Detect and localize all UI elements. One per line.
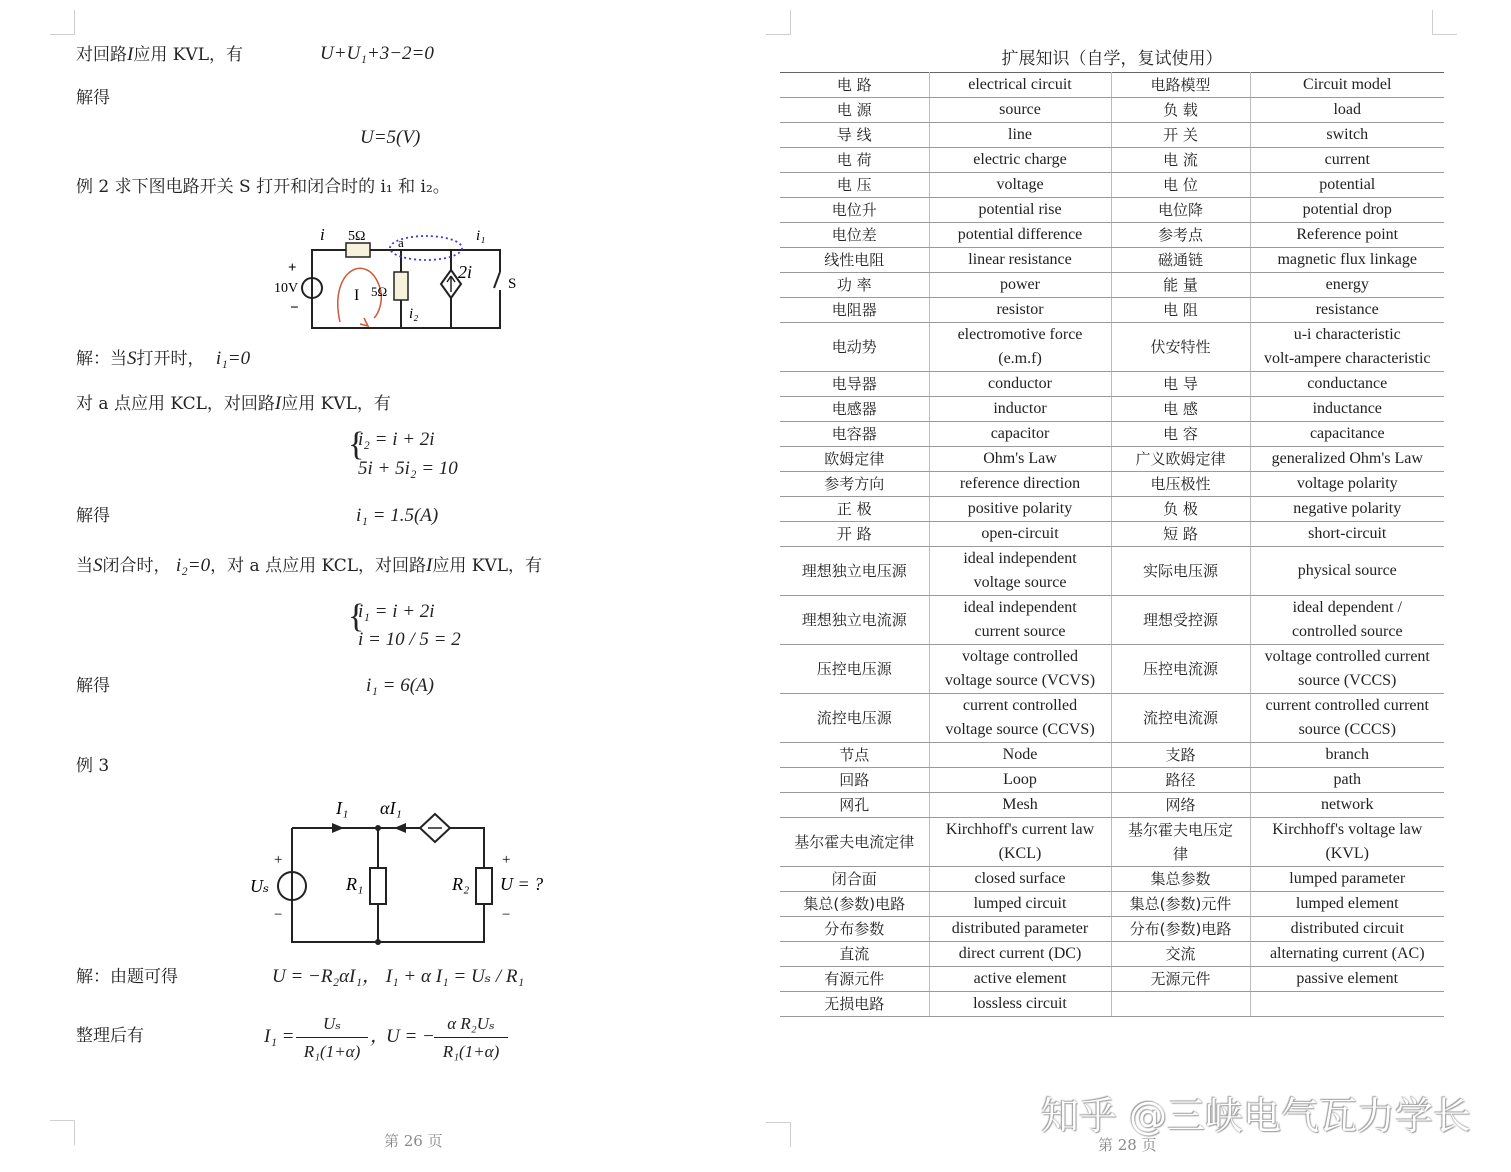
system2-eq2: i = 10 / 5 = 2 xyxy=(358,629,461,650)
final-i1-denominator: R₁(1+α) xyxy=(303,1042,361,1061)
equation-i1-closed: i₁ = 6(A) xyxy=(366,675,434,696)
term-chinese: 电 阻 xyxy=(1111,298,1250,323)
term-chinese: 正 极 xyxy=(780,497,929,522)
table-row xyxy=(780,793,1444,818)
term-english: potential difference xyxy=(929,223,1111,248)
term-chinese: 电 压 xyxy=(780,173,929,198)
equation-kvl: U+U₁+3−2=0 xyxy=(320,43,434,64)
crop-mark xyxy=(50,10,75,35)
term-english: magnetic flux linkage xyxy=(1250,248,1444,273)
term-chinese: 广义欧姆定律 xyxy=(1111,447,1250,472)
label-plus: + xyxy=(288,260,297,276)
term-english: closed surface xyxy=(929,867,1111,892)
page-number-28: 第 28 页 xyxy=(1098,1136,1157,1154)
circuit-diagram-2 xyxy=(244,792,554,952)
final-u-lhs: U = − xyxy=(386,1026,435,1047)
left-page xyxy=(0,0,755,1172)
table-row xyxy=(780,298,1444,323)
term-english: lossless circuit xyxy=(929,992,1111,1017)
solution-3-equations: U = −R₂αI₁， I₁ + α I₁ = Uₛ / R₁ xyxy=(272,966,525,987)
table-row xyxy=(780,422,1444,447)
table-row xyxy=(780,323,1444,372)
solution-3-label: 解：由题可得 xyxy=(76,967,178,987)
term-chinese: 电 容 xyxy=(1111,422,1250,447)
term-english: lumped parameter xyxy=(1250,867,1444,892)
page-number-26: 第 26 页 xyxy=(384,1132,443,1150)
term-english: Circuit model xyxy=(1250,73,1444,98)
term-chinese: 电 位 xyxy=(1111,173,1250,198)
term-english: direct current (DC) xyxy=(929,942,1111,967)
term-english: u-i characteristic volt-ampere characteristic xyxy=(1250,323,1444,372)
term-english: source xyxy=(929,98,1111,123)
term-chinese: 功 率 xyxy=(780,273,929,298)
final-label: 整理后有 xyxy=(76,1026,144,1046)
final-separator: ， xyxy=(370,1026,390,1047)
crop-mark xyxy=(50,1120,75,1145)
resistor-5ohm-middle xyxy=(394,272,408,300)
term-english: lumped element xyxy=(1250,892,1444,917)
crop-mark xyxy=(766,1122,791,1147)
term-chinese: 开 路 xyxy=(780,522,929,547)
term-chinese: 导 线 xyxy=(780,123,929,148)
term-chinese: 参考点 xyxy=(1111,223,1250,248)
term-chinese: 电位差 xyxy=(780,223,929,248)
label-r1-text: R₁ xyxy=(346,874,364,894)
final-u-denominator: R₁(1+α) xyxy=(442,1042,500,1061)
term-english: Node xyxy=(929,743,1111,768)
label-r2: 5Ω xyxy=(371,284,388,299)
label-alpha-I1: αI₁ xyxy=(380,798,402,818)
term-english: capacitor xyxy=(929,422,1111,447)
term-english: reference direction xyxy=(929,472,1111,497)
term-chinese: 无损电路 xyxy=(780,992,929,1017)
term-english: power xyxy=(929,273,1111,298)
glossary-table xyxy=(780,72,1444,1017)
label-10v: 10V xyxy=(274,281,299,296)
term-english: open-circuit xyxy=(929,522,1111,547)
term-english: voltage xyxy=(929,173,1111,198)
term-chinese: 回路 xyxy=(780,768,929,793)
label-r1: 5Ω xyxy=(348,229,366,244)
label-plus-u: + xyxy=(502,852,511,868)
term-chinese: 路径 xyxy=(1111,768,1250,793)
final-u-numerator: α R₂Uₛ xyxy=(447,1014,495,1033)
final-i1-numerator: Uₛ xyxy=(322,1014,341,1033)
term-english: load xyxy=(1250,98,1444,123)
term-english: current controlled voltage source (CCVS) xyxy=(929,694,1111,743)
term-chinese xyxy=(1111,992,1250,1017)
term-english: conductor xyxy=(929,372,1111,397)
table-row xyxy=(780,447,1444,472)
table-row xyxy=(780,596,1444,645)
label-i: i xyxy=(320,225,325,244)
term-chinese: 电容器 xyxy=(780,422,929,447)
term-chinese: 支路 xyxy=(1111,743,1250,768)
table-row xyxy=(780,547,1444,596)
term-chinese: 能 量 xyxy=(1111,273,1250,298)
label-minus-u: − xyxy=(502,907,511,923)
term-chinese: 交流 xyxy=(1111,942,1250,967)
table-row xyxy=(780,743,1444,768)
term-english: Mesh xyxy=(929,793,1111,818)
term-chinese: 负 载 xyxy=(1111,98,1250,123)
term-english: Kirchhoff's current law (KCL) xyxy=(929,818,1111,867)
equation-result-u: U=5(V) xyxy=(360,127,421,148)
term-chinese: 伏安特性 xyxy=(1111,323,1250,372)
term-chinese: 电 源 xyxy=(780,98,929,123)
term-chinese: 基尔霍夫电流定律 xyxy=(780,818,929,867)
example-3-heading: 例 3 xyxy=(76,756,110,776)
table-row xyxy=(780,867,1444,892)
term-english: ideal dependent / controlled source xyxy=(1250,596,1444,645)
label-node-a: a xyxy=(398,235,404,250)
term-english: network xyxy=(1250,793,1444,818)
table-row xyxy=(780,892,1444,917)
term-english: Reference point xyxy=(1250,223,1444,248)
label-2i: 2i xyxy=(458,262,473,282)
table-row xyxy=(780,273,1444,298)
term-english: alternating current (AC) xyxy=(1250,942,1444,967)
term-chinese: 电感器 xyxy=(780,397,929,422)
term-english: Ohm's Law xyxy=(929,447,1111,472)
term-english: distributed circuit xyxy=(1250,917,1444,942)
fraction-bar-2 xyxy=(434,1037,508,1038)
term-english: electrical circuit xyxy=(929,73,1111,98)
label-r2-text: R₂ xyxy=(452,874,470,894)
table-row xyxy=(780,397,1444,422)
arrow-i1 xyxy=(332,823,344,833)
term-chinese: 闭合面 xyxy=(780,867,929,892)
term-chinese: 电位升 xyxy=(780,198,929,223)
solution-open-switch: 解：当S打开时， i₁=0 xyxy=(76,348,251,369)
label-minus: − xyxy=(290,300,299,316)
resistor-r2 xyxy=(476,868,492,904)
term-chinese: 线性电阻 xyxy=(780,248,929,273)
fraction-bar-1 xyxy=(296,1037,368,1038)
arrow-alpha-i1 xyxy=(394,823,406,833)
term-chinese: 电 路 xyxy=(780,73,929,98)
label-i2: i₂ xyxy=(409,306,419,322)
resistor-5ohm-top xyxy=(346,243,370,257)
term-chinese: 网孔 xyxy=(780,793,929,818)
term-english: positive polarity xyxy=(929,497,1111,522)
term-english: voltage controlled voltage source (VCVS) xyxy=(929,645,1111,694)
solve-label-2: 解得 xyxy=(76,506,110,526)
term-chinese: 基尔霍夫电压定 律 xyxy=(1111,818,1250,867)
term-chinese: 电 荷 xyxy=(780,148,929,173)
term-english: current controlled current source (CCCS) xyxy=(1250,694,1444,743)
term-chinese: 负 极 xyxy=(1111,497,1250,522)
example-2-heading: 例 2 求下图电路开关 S 打开和闭合时的 i₁ 和 i₂。 xyxy=(76,177,450,197)
final-i1-lhs: I₁ = xyxy=(264,1026,295,1047)
term-chinese: 流控电压源 xyxy=(780,694,929,743)
crop-mark xyxy=(1432,10,1457,35)
term-chinese: 电路模型 xyxy=(1111,73,1250,98)
term-chinese: 流控电流源 xyxy=(1111,694,1250,743)
solve-label-3: 解得 xyxy=(76,676,110,696)
table-row xyxy=(780,73,1444,98)
term-english: energy xyxy=(1250,273,1444,298)
equation-i1-open: i₁ = 1.5(A) xyxy=(356,505,439,526)
solve-label: 解得 xyxy=(76,88,110,108)
term-chinese: 直流 xyxy=(780,942,929,967)
term-chinese: 欧姆定律 xyxy=(780,447,929,472)
term-chinese: 电 流 xyxy=(1111,148,1250,173)
table-row xyxy=(780,645,1444,694)
term-english: path xyxy=(1250,768,1444,793)
table-row xyxy=(780,768,1444,793)
brace-2: { xyxy=(348,598,365,635)
term-english: generalized Ohm's Law xyxy=(1250,447,1444,472)
term-english: voltage polarity xyxy=(1250,472,1444,497)
term-english: Kirchhoff's voltage law (KVL) xyxy=(1250,818,1444,867)
table-row xyxy=(780,223,1444,248)
term-english: line xyxy=(929,123,1111,148)
term-chinese: 理想受控源 xyxy=(1111,596,1250,645)
term-chinese: 有源元件 xyxy=(780,967,929,992)
term-english: ideal independent current source xyxy=(929,596,1111,645)
term-chinese: 理想独立电流源 xyxy=(780,596,929,645)
term-chinese: 压控电压源 xyxy=(780,645,929,694)
term-chinese: 分布参数 xyxy=(780,917,929,942)
table-row xyxy=(780,818,1444,867)
circuit-diagram-1 xyxy=(268,220,530,340)
table-row xyxy=(780,942,1444,967)
right-page xyxy=(756,0,1511,1172)
term-english: voltage controlled current source (VCCS) xyxy=(1250,645,1444,694)
term-chinese: 节点 xyxy=(780,743,929,768)
table-row xyxy=(780,98,1444,123)
table-row xyxy=(780,198,1444,223)
term-chinese: 集总(参数)元件 xyxy=(1111,892,1250,917)
label-plus-us: + xyxy=(274,852,283,868)
term-english: distributed parameter xyxy=(929,917,1111,942)
table-row xyxy=(780,992,1444,1017)
system1-eq1: i₂ = i + 2i xyxy=(358,429,435,450)
term-chinese: 电阻器 xyxy=(780,298,929,323)
term-english: potential drop xyxy=(1250,198,1444,223)
term-english: inductor xyxy=(929,397,1111,422)
term-english: current xyxy=(1250,148,1444,173)
term-english: active element xyxy=(929,967,1111,992)
table-row xyxy=(780,148,1444,173)
system1-eq2: 5i + 5i₂ = 10 xyxy=(358,458,458,479)
term-english: resistance xyxy=(1250,298,1444,323)
term-english: electromotive force (e.m.f) xyxy=(929,323,1111,372)
table-row xyxy=(780,522,1444,547)
watermark: 知乎 @三峡电气瓦力学长 xyxy=(1040,1094,1471,1138)
resistor-r1 xyxy=(370,868,386,904)
term-chinese: 磁通链 xyxy=(1111,248,1250,273)
term-chinese: 开 关 xyxy=(1111,123,1250,148)
table-row xyxy=(780,173,1444,198)
term-chinese: 压控电流源 xyxy=(1111,645,1250,694)
table-row xyxy=(780,497,1444,522)
label-I1: I₁ xyxy=(336,798,349,818)
label-us: Uₛ xyxy=(250,876,270,896)
term-english: negative polarity xyxy=(1250,497,1444,522)
term-chinese: 参考方向 xyxy=(780,472,929,497)
term-chinese: 理想独立电压源 xyxy=(780,547,929,596)
system2-eq1: i₁ = i + 2i xyxy=(358,601,435,622)
term-english: electric charge xyxy=(929,148,1111,173)
table-row xyxy=(780,123,1444,148)
term-chinese: 集总参数 xyxy=(1111,867,1250,892)
term-chinese: 无源元件 xyxy=(1111,967,1250,992)
table-row xyxy=(780,472,1444,497)
term-english: potential rise xyxy=(929,198,1111,223)
term-chinese: 网络 xyxy=(1111,793,1250,818)
term-chinese: 短 路 xyxy=(1111,522,1250,547)
term-chinese: 电位降 xyxy=(1111,198,1250,223)
term-english: short-circuit xyxy=(1250,522,1444,547)
crop-mark xyxy=(766,10,791,35)
term-english: lumped circuit xyxy=(929,892,1111,917)
term-chinese: 电压极性 xyxy=(1111,472,1250,497)
term-english: passive element xyxy=(1250,967,1444,992)
term-english: ideal independent voltage source xyxy=(929,547,1111,596)
label-switch-s: S xyxy=(508,276,517,292)
term-chinese: 电导器 xyxy=(780,372,929,397)
table-row xyxy=(780,694,1444,743)
term-english: switch xyxy=(1250,123,1444,148)
term-chinese: 电 感 xyxy=(1111,397,1250,422)
term-chinese: 电 导 xyxy=(1111,372,1250,397)
closed-switch-statement: 当S闭合时， i₂=0，对 a 点应用 KCL，对回路I应用 KVL，有 xyxy=(76,555,543,576)
term-english: Loop xyxy=(929,768,1111,793)
term-english: conductance xyxy=(1250,372,1444,397)
table-row xyxy=(780,917,1444,942)
table-row xyxy=(780,967,1444,992)
label-loop-i: I xyxy=(354,287,360,304)
term-english: potential xyxy=(1250,173,1444,198)
term-chinese: 电动势 xyxy=(780,323,929,372)
table-row xyxy=(780,248,1444,273)
label-i1: i₁ xyxy=(476,228,486,244)
kvl-statement: 对回路I应用 KVL，有 xyxy=(76,44,243,65)
label-minus-us: − xyxy=(274,907,283,923)
term-english: linear resistance xyxy=(929,248,1111,273)
term-chinese: 分布(参数)电路 xyxy=(1111,917,1250,942)
label-u-question: U = ? xyxy=(500,874,544,894)
brace-1: { xyxy=(348,426,365,463)
term-english: capacitance xyxy=(1250,422,1444,447)
term-english: branch xyxy=(1250,743,1444,768)
glossary-heading: 扩展知识（自学，复试使用） xyxy=(1001,49,1223,69)
kcl-statement: 对 a 点应用 KCL，对回路I应用 KVL，有 xyxy=(76,393,391,414)
term-english: physical source xyxy=(1250,547,1444,596)
table-row xyxy=(780,372,1444,397)
term-english: inductance xyxy=(1250,397,1444,422)
term-english: resistor xyxy=(929,298,1111,323)
term-chinese: 实际电压源 xyxy=(1111,547,1250,596)
term-chinese: 集总(参数)电路 xyxy=(780,892,929,917)
term-english xyxy=(1250,992,1444,1017)
